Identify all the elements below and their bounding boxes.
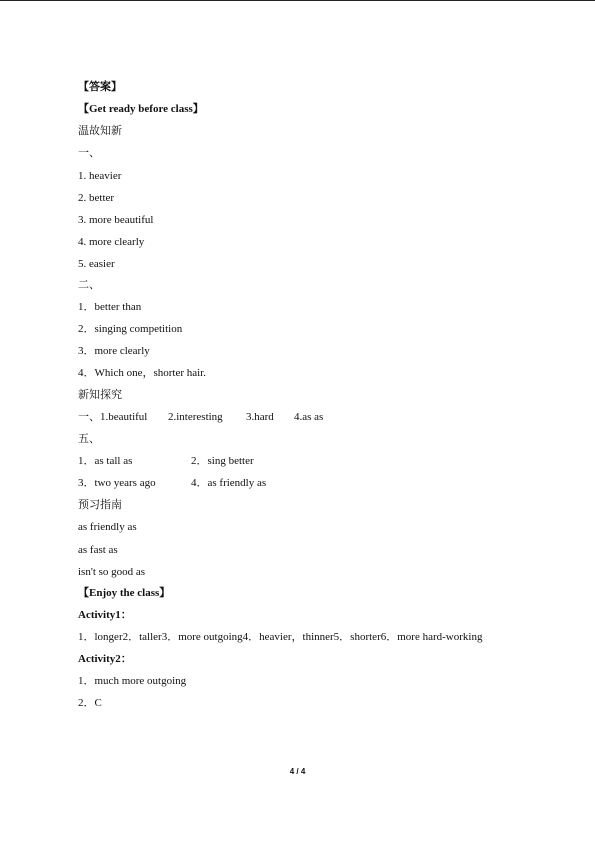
new-knowledge-part5-label: 五、	[78, 432, 100, 445]
review-part1-item: 3. more beautiful	[78, 214, 154, 226]
activity1-answer: 1．longer2．taller3．more outgoing4．heavier，thinner5．shorter6．more hard-working	[78, 631, 483, 643]
review-part1-item: 4. more clearly	[78, 236, 145, 248]
new-knowledge-part5-row	[78, 476, 266, 490]
preview-item: isn't so good as	[78, 566, 146, 578]
review-part1-item: 5. easier	[78, 258, 115, 270]
review-part2-item: 4．Which one，shorter hair.	[78, 367, 206, 379]
review-part2-item: 1．better than	[78, 301, 142, 313]
new-knowledge-part1-item: 1.beautiful	[100, 411, 148, 423]
review-part1-item: 1. heavier	[78, 170, 122, 182]
preview-item: as fast as	[78, 544, 118, 556]
review-part1-item: 2. better	[78, 192, 115, 204]
new-knowledge-part5-row	[78, 454, 254, 468]
new-knowledge-part1-item: 3.hard	[246, 411, 274, 423]
activity2-item: 2．C	[78, 697, 102, 709]
get-ready-heading: 【Get ready before class】	[78, 103, 204, 115]
part5-item: 2．sing better	[191, 455, 254, 467]
new-knowledge-part1-label: 一、	[78, 410, 100, 423]
new-knowledge-part1-item: 2.interesting	[168, 411, 223, 423]
part5-item: 3．two years ago	[78, 477, 156, 489]
page-number: 4 / 4	[289, 767, 306, 776]
review-part2-item: 3．more clearly	[78, 345, 150, 357]
preview-item: as friendly as	[78, 521, 137, 533]
review-label: 温故知新	[78, 124, 122, 137]
activity2-label: Activity2：	[78, 653, 132, 665]
review-part2-label: 二、	[78, 278, 100, 291]
part5-item: 4．as friendly as	[191, 477, 267, 489]
activity1-label: Activity1：	[78, 609, 132, 621]
review-part1-label: 一、	[78, 146, 100, 159]
part5-item: 1．as tall as	[78, 455, 133, 467]
new-knowledge-part1-row	[78, 410, 323, 424]
activity2-item: 1．much more outgoing	[78, 675, 187, 687]
top-border-line	[0, 0, 595, 1]
preview-label: 预习指南	[78, 498, 122, 511]
review-part2-item: 2．singing competition	[78, 323, 183, 335]
answer-heading: 【答案】	[78, 80, 122, 93]
new-knowledge-part1-item: 4.as as	[294, 411, 324, 423]
new-knowledge-label: 新知探究	[78, 388, 122, 401]
enjoy-class-heading: 【Enjoy the class】	[78, 587, 171, 599]
